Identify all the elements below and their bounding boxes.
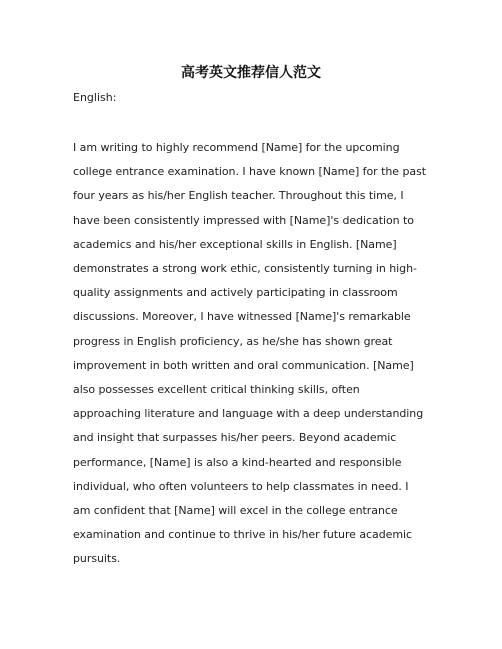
document-title: 高考英文推荐信人范文 (181, 65, 321, 81)
body-paragraph: I am writing to highly recommend [Name] for the upcoming college entrance examination. I have known [Name] for the past four years as his/her English teacher. Throughout this time, I have been consistently impressed with [Name]'s dedication to academics and his/her exceptional skills in English. [Name] demonstrates a strong work ethic, consistently turning in high-quality assignments and actively participating in classroom discussions. Moreover, I have witnessed [Name]'s remarkable progress in English proficiency, as he/she has shown great improvement in both written and oral communication. [Name] also possesses excellent critical thinking skills, often approaching literature and language with a deep understanding and insight that surpasses his/her peers. Beyond academic performance, [Name] is also a kind-hearted and responsible individual, who often volunteers to help classmates in need. I am confident that [Name] will excel in the college entrance examination and continue to thrive in his/her future academic pursuits. (73, 141, 427, 566)
section-label: English: (73, 91, 117, 104)
